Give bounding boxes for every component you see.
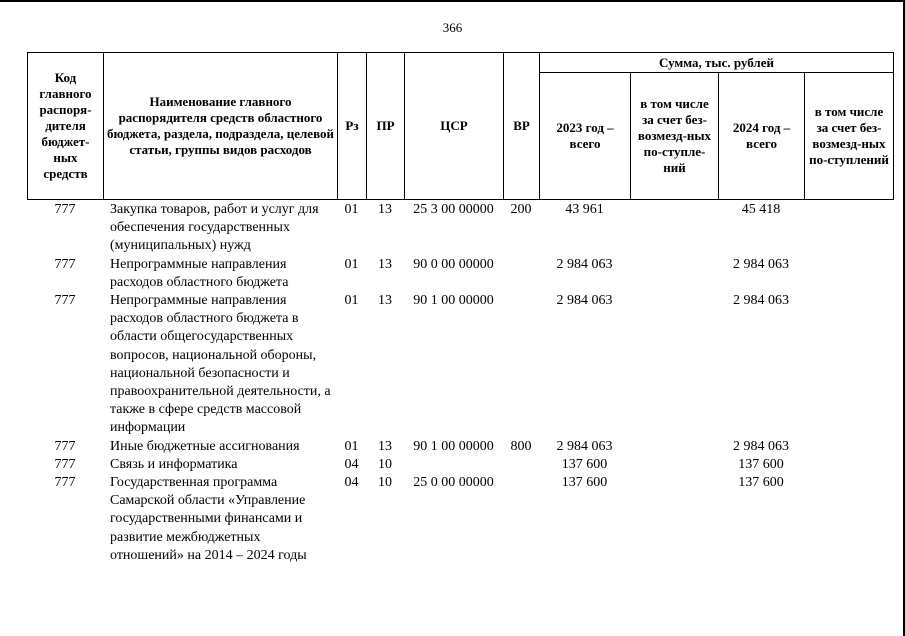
cell-rz: 01 xyxy=(344,202,359,217)
cell-2024-incl xyxy=(804,438,893,456)
cell-vr: 800 xyxy=(510,438,532,454)
cell-vr xyxy=(503,474,539,565)
header-code: Код главного распоря-дителя бюджет-ных средств xyxy=(28,53,104,200)
cell-2023-total: 2 984 063 xyxy=(556,256,613,272)
header-csr: ЦСР xyxy=(405,53,504,200)
cell-rz: 01 xyxy=(344,293,359,309)
cell-2023-incl xyxy=(630,292,718,438)
cell-code: 777 xyxy=(54,256,76,272)
cell-csr: 90 0 00 00000 xyxy=(413,256,494,272)
cell-2024-total: 137 600 xyxy=(738,475,784,491)
header-rz: Рз xyxy=(338,53,367,200)
table-row xyxy=(27,292,893,438)
cell-csr: 25 3 00 00000 xyxy=(413,202,494,217)
table-row xyxy=(27,438,893,456)
cell-code: 777 xyxy=(54,202,76,217)
cell-code: 777 xyxy=(54,456,76,472)
cell-rz: 01 xyxy=(344,438,359,454)
cell-2024-total: 2 984 063 xyxy=(733,438,789,454)
scan-edge-top xyxy=(0,0,905,2)
cell-csr: 25 0 00 00000 xyxy=(413,475,494,491)
cell-code: 777 xyxy=(54,293,76,309)
cell-2023-incl xyxy=(630,201,718,256)
cell-vr xyxy=(503,256,539,292)
table-row xyxy=(27,456,893,474)
cell-rz: 04 xyxy=(344,456,359,472)
cell-vr xyxy=(503,456,539,474)
cell-pr: 13 xyxy=(378,438,392,454)
cell-2023-incl xyxy=(630,438,718,456)
cell-2023-total: 2 984 063 xyxy=(556,293,613,309)
cell-2024-total: 45 418 xyxy=(741,202,781,217)
cell-vr: 200 xyxy=(510,202,532,217)
cell-2024-incl xyxy=(804,201,893,256)
cell-code: 777 xyxy=(54,438,76,454)
cell-csr: 90 1 00 00000 xyxy=(413,293,494,309)
header-2024-total: 2024 год – всего xyxy=(719,73,805,200)
cell-csr: 90 1 00 00000 xyxy=(413,438,494,454)
header-pr: ПР xyxy=(367,53,405,200)
cell-rz: 01 xyxy=(344,256,359,272)
cell-name: Государственная программа Самарской области «Управление государственными финансами и развитие межбюджетных отношений» на 2014 – 2024 годы xyxy=(110,475,307,563)
cell-pr: 13 xyxy=(378,256,392,272)
cell-2024-total: 2 984 063 xyxy=(733,256,789,272)
table-row xyxy=(27,256,893,292)
cell-rz: 04 xyxy=(344,475,359,491)
cell-csr xyxy=(404,456,503,474)
table-row xyxy=(27,474,893,565)
cell-2024-incl xyxy=(804,256,893,292)
cell-2024-total: 137 600 xyxy=(738,456,784,472)
header-sum-title: Сумма, тыс. рублей xyxy=(540,53,894,73)
cell-code: 777 xyxy=(54,475,76,491)
header-2024-incl: в том числе за счет без-возмезд-ных по-ступлений xyxy=(805,73,894,200)
page-number: 366 xyxy=(442,20,463,35)
cell-pr: 10 xyxy=(378,456,392,472)
cell-name: Связь и информатика xyxy=(110,456,238,472)
cell-2024-incl xyxy=(804,456,893,474)
cell-2023-total: 137 600 xyxy=(561,475,608,491)
cell-name: Закупка товаров, работ и услуг для обеспечения государственных (муниципальных) нужд xyxy=(110,202,319,254)
cell-2023-incl xyxy=(630,456,718,474)
table-row xyxy=(27,201,893,256)
header-2023-total: 2023 год – всего xyxy=(540,73,631,200)
cell-pr: 10 xyxy=(378,475,392,491)
cell-2024-total: 2 984 063 xyxy=(733,293,789,309)
table-body xyxy=(27,201,893,565)
cell-2023-incl xyxy=(630,256,718,292)
header-name: Наименование главного распорядителя средств областного бюджета, раздела, подраздела, целевой статьи, группы видов расходов xyxy=(104,53,338,200)
cell-2023-total: 2 984 063 xyxy=(556,438,613,454)
cell-name: Иные бюджетные ассигнования xyxy=(110,438,300,454)
cell-name: Непрограммные направления расходов областного бюджета xyxy=(110,256,289,290)
cell-2024-incl xyxy=(804,474,893,565)
cell-2023-total: 137 600 xyxy=(561,456,608,472)
cell-2023-total: 43 961 xyxy=(565,202,604,217)
cell-pr: 13 xyxy=(378,293,392,309)
cell-name: Непрограммные направления расходов областного бюджета в области общегосударственных вопросов, национальной обороны, национальной безопасности и правоохранительной деятельности, а также в сфере средств массовой информации xyxy=(110,293,331,436)
header-2023-incl: в том числе за счет без-возмезд-ных по-ступле-ний xyxy=(631,73,719,200)
table-header xyxy=(27,52,894,200)
cell-vr xyxy=(503,292,539,438)
cell-pr: 13 xyxy=(378,202,392,217)
cell-2024-incl xyxy=(804,292,893,438)
cell-2023-incl xyxy=(630,474,718,565)
header-vr: ВР xyxy=(504,53,540,200)
